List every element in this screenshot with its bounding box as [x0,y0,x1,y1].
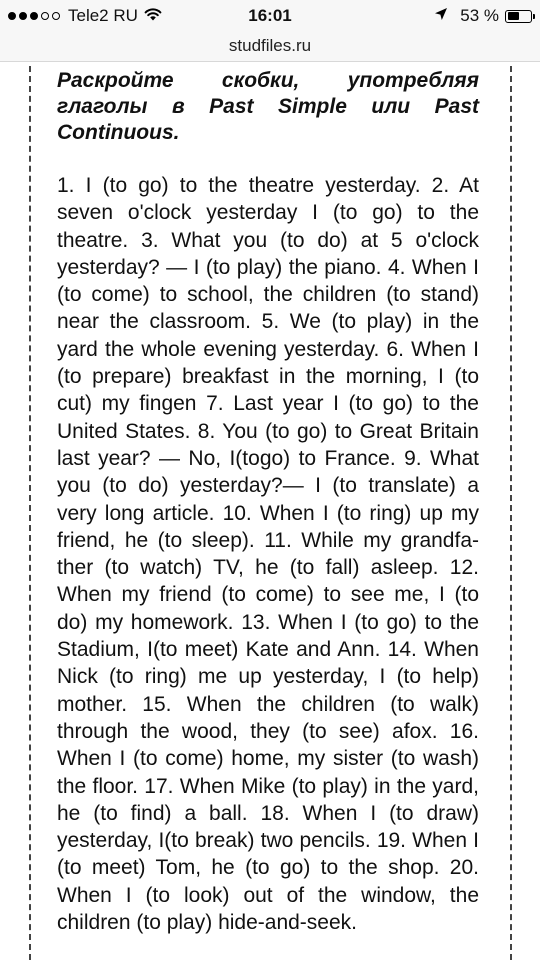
wifi-icon [144,6,162,26]
exercise-text: 1. I (to go) to the theatre yesterday. 2. At seven o'clock yesterday I (to go) to the theatre. 3. What you (to do) at 5 o'clock yesterday? — I (to play) the piano. 4. When I (to come) to school, the children (to stand) near the classroom. 5. We (to play) in the yard the whole evening yesterday. 6. When I (to prepare) breakfast in the morning, I (to cut) my fingen 7. Last year I (to go) to the United States. 8. You (to go) to Great Britain last year? — No, I(togo) to France. 9. What you (to do) yesterday?— I (to translate) a very long article. 10. When I (to ring) up my friend, he (to sleep). 11. While my grandfa-ther (to watch) TV, he (to fall) asleep. 12. When my friend (to come) to see me, I (to do) my homework. 13. When I (to go) to the Stadium, I(to meet) Kate and Ann. 14. When Nick (to ring) me up yesterday, I (to help) mother. 15. When the children (to walk) through the wood, they (to see) afox. 16. When I (to come) home, my sister (to wash) the floor. 17. When Mike (to play) in the yard, he (to find) a ball. 18. When I (to draw) yesterday, I(to break) two pencils. 19. When I (to meet) Tom, he (to go) to the shop. 20. When I (to look) out of the window, the children (to play) hide-and-seek. [57,174,479,935]
battery-level [508,12,520,20]
dashed-border-left [29,66,31,960]
dashed-border-right [510,66,512,960]
location-arrow-icon [434,6,448,26]
clock: 16:01 [248,6,292,25]
status-bar [0,0,540,36]
exercise-instruction: Раскройте скобки, употребляя глаголы в Past Simple или Past Continuous. [57,69,479,144]
signal-strength-icon [8,12,60,20]
web-page [0,62,540,960]
status-right [434,6,532,26]
battery-percent: 53 % [460,6,499,25]
address-bar[interactable] [0,36,540,62]
url-text[interactable]: studfiles.ru [228,36,312,55]
battery-icon [505,10,532,23]
carrier-name: Tele2 RU [68,6,138,25]
status-left [8,6,162,26]
